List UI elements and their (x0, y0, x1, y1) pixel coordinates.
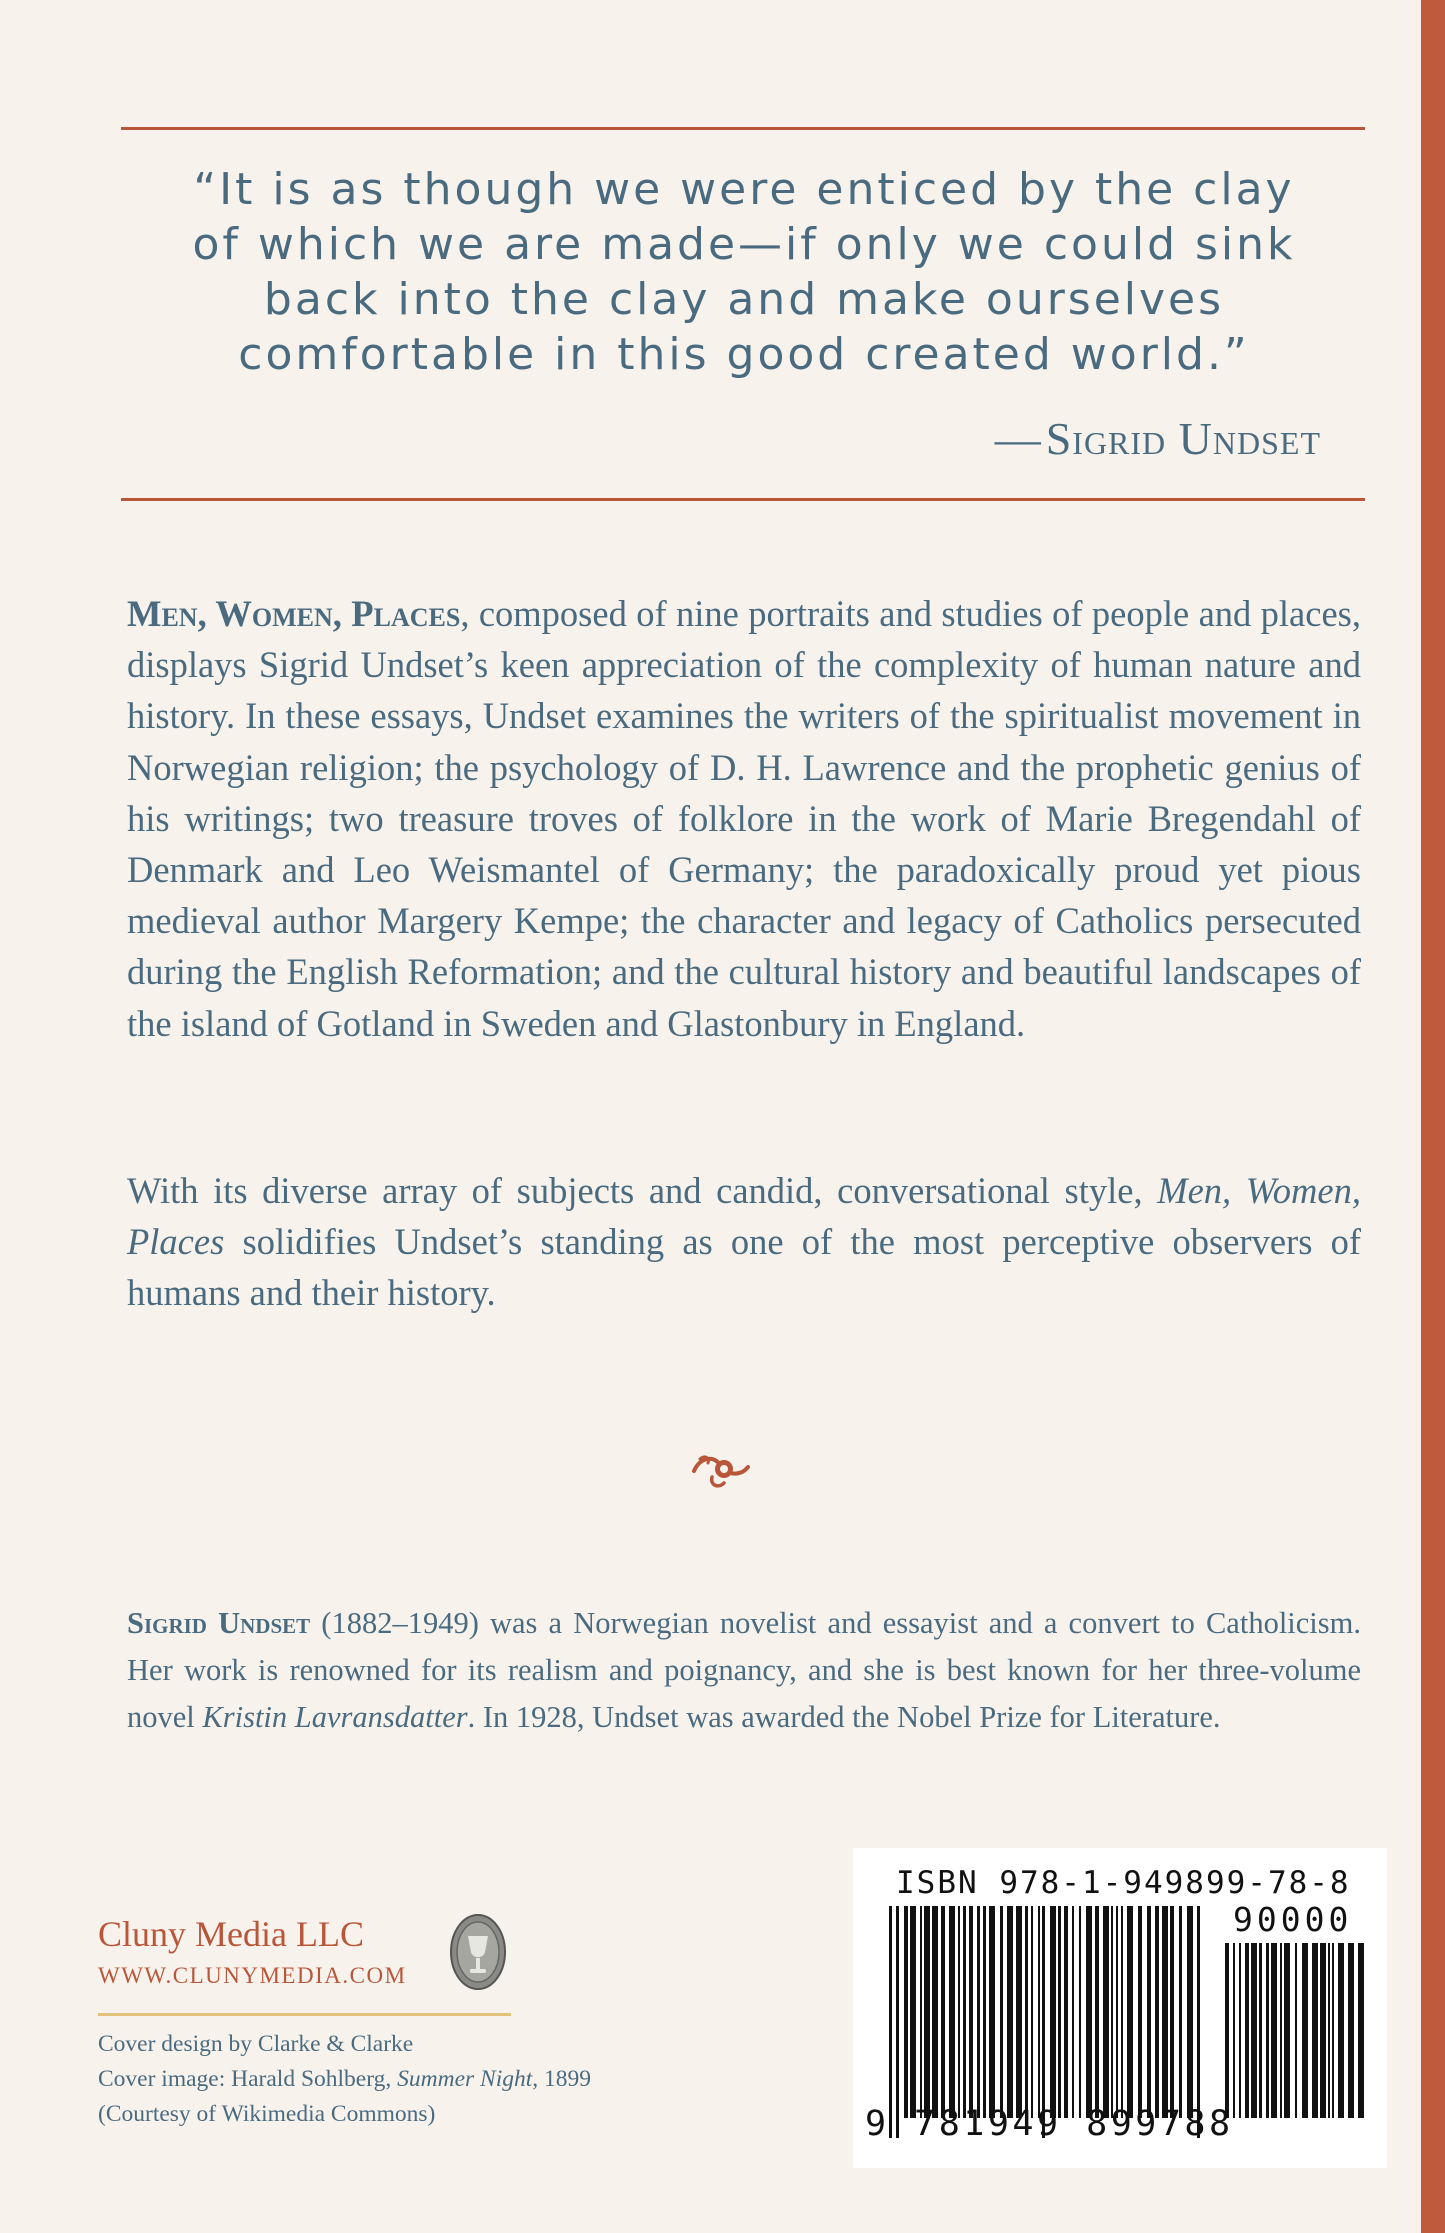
barcode-bar (1007, 1906, 1013, 2118)
barcode-bar (1072, 1906, 1074, 2118)
barcode-bar (1031, 1906, 1033, 2118)
cover-credits (98, 2027, 591, 2132)
barcode-bar (1239, 1943, 1241, 2118)
gold-divider (98, 2013, 511, 2016)
quote-line: comfortable in this good created world.” (238, 329, 1250, 380)
credit-image (98, 2062, 591, 2097)
barcode-bar (989, 1906, 995, 2118)
barcode-bar (1271, 1943, 1277, 2118)
barcode-bar (1348, 1943, 1354, 2118)
barcode-bar (1225, 1943, 1229, 2118)
barcode-bar (1016, 1906, 1022, 2118)
credit-design: Cover design by Clarke & Clarke (98, 2031, 414, 2057)
barcode-bar (1103, 1906, 1109, 2118)
barcode-bar (1079, 1906, 1081, 2118)
credit-courtesy: (Courtesy of Wikimedia Commons) (98, 2101, 436, 2127)
author-bio (127, 1600, 1361, 1741)
description-text: With its diverse array of subjects and candid, conversational style, (127, 1170, 1158, 1211)
barcode-bar (963, 1906, 966, 2118)
isbn-barcode (853, 1848, 1387, 2168)
barcode-bar (1064, 1906, 1068, 2118)
barcode-bar (1295, 1943, 1297, 2118)
barcode-bar (1332, 1943, 1334, 2118)
barcode-bar (1245, 1943, 1249, 2118)
barcode-bar (958, 1906, 960, 2118)
barcode-bar (1233, 1943, 1235, 2118)
fleuron-ornament-icon (690, 1447, 752, 1491)
quote-attribution (995, 412, 1321, 465)
barcode-bar (1280, 1943, 1282, 2118)
barcode-bar (1162, 1906, 1168, 2118)
epigraph-quote (150, 162, 1338, 382)
barcode-bar (1259, 1943, 1262, 2118)
barcode-bar (1038, 1906, 1040, 2118)
description-text: , composed of nine portraits and studies of people and places, displays Sigrid Undset’s keen appreciation of the complexity of human nature and history. In these essays, Undset examines the writers of the spiritualist movement in Norwegian religion; the psychology of D. H. Lawrence and the prophetic genius of his writings; two treasure troves of folklore in the work of Marie Bregendahl of Denmark and Leo Weismantel of Germany; the paradoxically proud yet pious medieval author Margery Kempe; the character and legacy of Catholics persecuted during the English Reformation; and the cultural history and beautiful landscapes of the island of Gotland in Sweden and Glastonbury in England. (127, 593, 1361, 1044)
bio-text: . In 1928, Undset was awarded the Nobel Prize for Literature. (467, 1700, 1221, 1734)
isbn-label: ISBN 978-1-949899-78-8 (896, 1865, 1351, 1901)
barcode-bar (1025, 1906, 1028, 2118)
barcode-bar (1147, 1906, 1151, 2118)
publisher-url: WWW.CLUNYMEDIA.COM (98, 1963, 407, 1988)
barcode-bar (1155, 1906, 1159, 2118)
barcode-digits: 9 781949 899788 (865, 2104, 1234, 2144)
barcode-bar (1000, 1906, 1003, 2118)
barcode-bar (1058, 1906, 1061, 2118)
publisher-medallion-icon (449, 1912, 507, 1992)
barcode-bar (924, 1906, 930, 2118)
top-rule (121, 127, 1365, 130)
barcode-bar (1320, 1943, 1326, 2118)
credit-image-prefix: Cover image: Harald Sohlberg, (98, 2066, 398, 2092)
novel-title-italic: Kristin Lavransdatter (202, 1700, 468, 1734)
barcode-bar (977, 1906, 980, 2118)
spine-band (1421, 0, 1445, 2233)
barcode-bar (1127, 1906, 1133, 2118)
book-title-small-caps: Men, Women, Places (127, 593, 461, 634)
barcode-bar (932, 1906, 938, 2118)
description-paragraph-1 (127, 588, 1361, 1049)
barcode-bar (1138, 1906, 1142, 2118)
barcode-bar (1187, 1906, 1193, 2118)
author-name-small-caps: Sigrid Undset (127, 1606, 311, 1640)
barcode-bar (1116, 1906, 1118, 2118)
price-code: 90000 (1233, 1900, 1353, 1939)
barcode-bar (1338, 1943, 1344, 2118)
barcode-bar (910, 1906, 916, 2118)
barcode-bar (1312, 1943, 1318, 2118)
quote-line: of which we are made—if only we could sink (192, 219, 1296, 270)
barcode-bar (1266, 1943, 1269, 2118)
barcode-bar (949, 1906, 955, 2118)
book-title-italic: Men, Women, Places (127, 1170, 1361, 1263)
barcode-bar (1358, 1943, 1364, 2118)
barcode-bar (1302, 1943, 1308, 2118)
barcode-bar (1121, 1906, 1123, 2118)
description-paragraph-2 (127, 1165, 1361, 1319)
barcode-bar (969, 1906, 973, 2118)
barcode-bar (920, 1906, 922, 2118)
barcode-bar (1050, 1906, 1056, 2118)
credit-image-suffix: , 1899 (532, 2066, 591, 2092)
attribution-name: Sigrid Undset (1045, 413, 1321, 464)
quote-line: “It is as though we were enticed by the clay (193, 164, 1295, 215)
barcode-bar (1170, 1906, 1174, 2118)
quote-line: back into the clay and make ourselves (263, 274, 1225, 325)
barcode-bar (1086, 1906, 1092, 2118)
barcode-bar (1328, 1943, 1330, 2118)
bio-text: (1882–1949) was a Norwegian novelist and essayist and a convert to Catholicism. Her work is renowned for its realism and poignancy, and she is best known for her three-volume novel (127, 1606, 1361, 1734)
barcode-bar (983, 1906, 986, 2118)
painting-title: Summer Night (397, 2066, 533, 2092)
description-text: solidifies Undset’s standing as one of the most perceptive observers of humans and their history. (127, 1221, 1361, 1314)
barcode-bar (1284, 1943, 1290, 2118)
barcode-bar (1179, 1906, 1182, 2118)
barcode-bar (1251, 1943, 1257, 2118)
attribution-dash: — (994, 413, 1042, 464)
barcode-bar (1095, 1906, 1099, 2118)
publisher-name: Cluny Media LLC (98, 1914, 364, 1954)
barcode-bar (904, 1906, 908, 2118)
middle-rule (121, 498, 1365, 501)
barcode-bar (1111, 1906, 1113, 2118)
barcode-bar (941, 1906, 945, 2118)
